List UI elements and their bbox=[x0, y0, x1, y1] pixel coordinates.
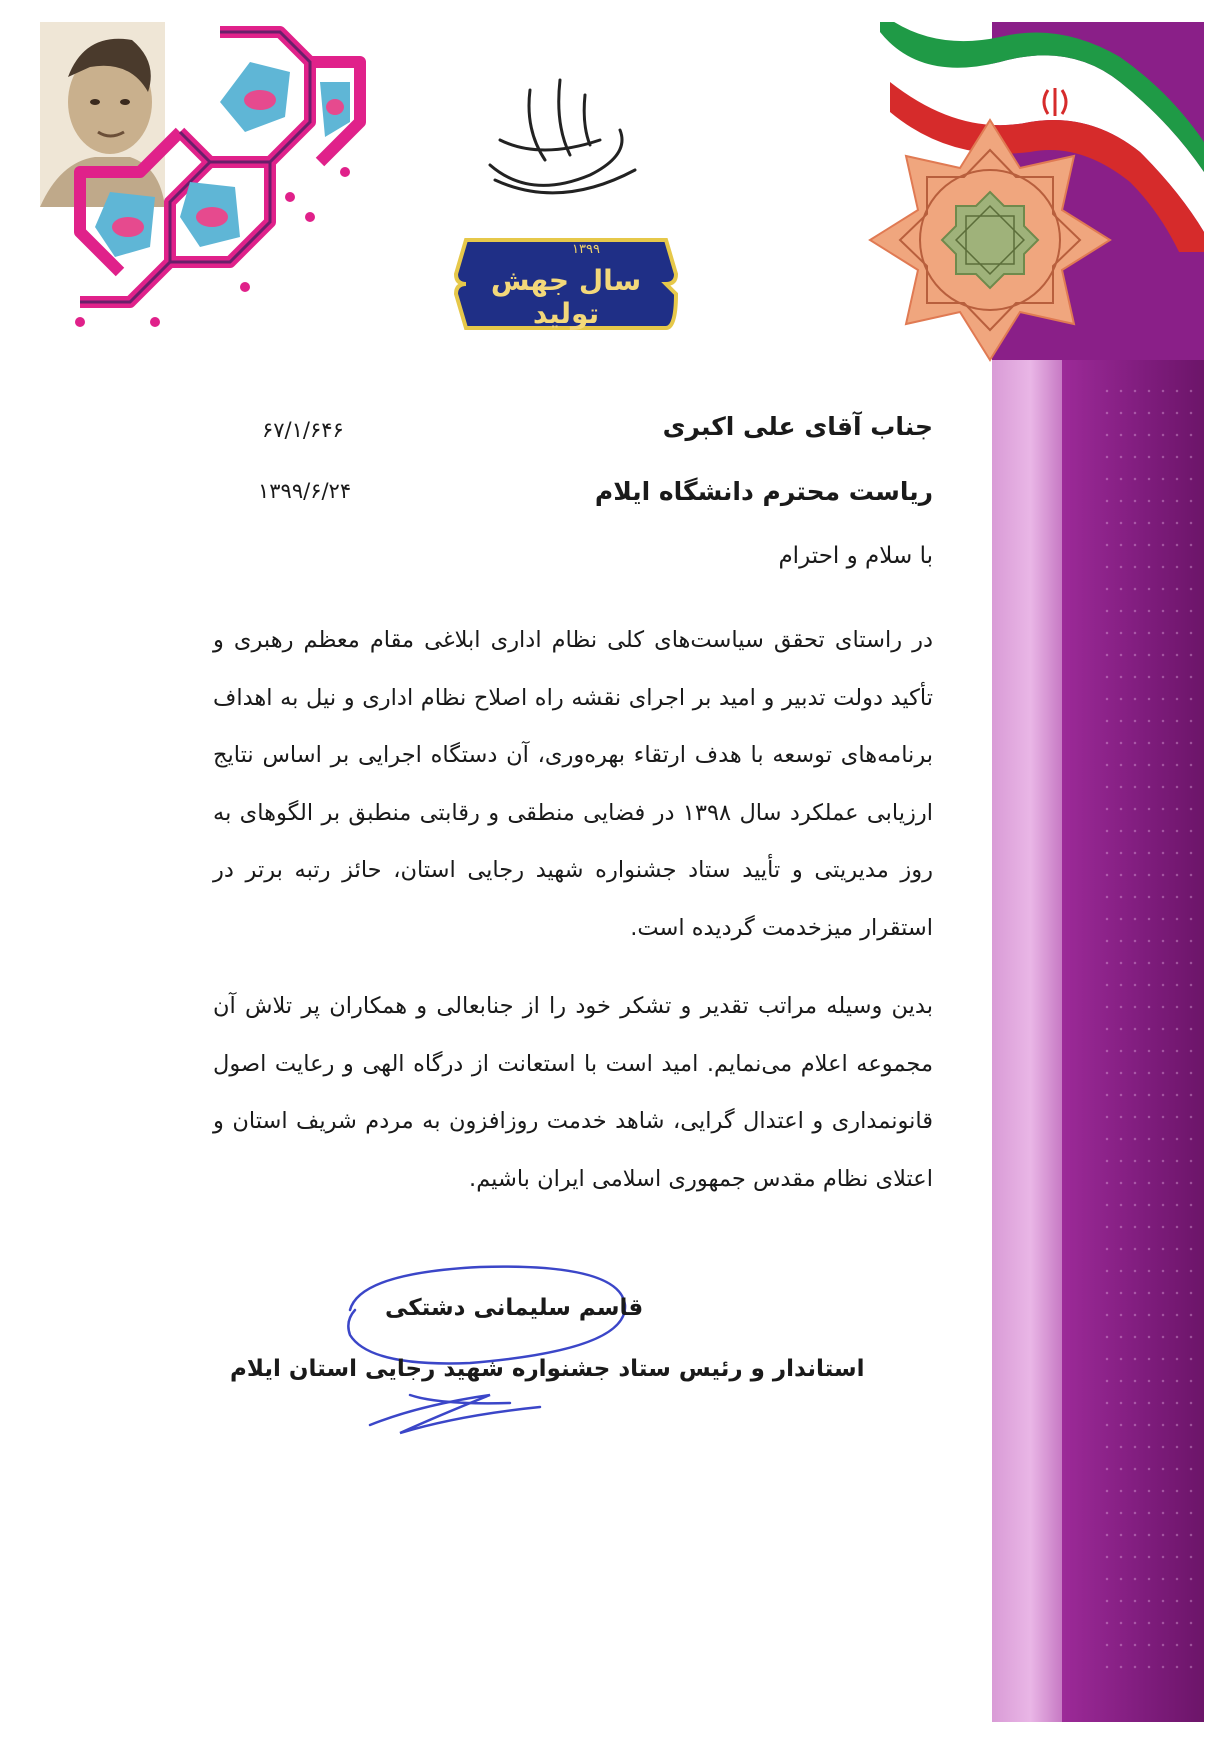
body-paragraph-1: در راستای تحقق سیاست‌های کلی نظام اداری ابلاغی مقام معظم رهبری و تأکید دولت تدبیر و امید بر اجرای نقشه راه اصلاح نظام اداری و نیل به اهداف برنامه‌های توسعه با هدف ارتقاء بهره‌وری، آن دستگاه اجرایی بر اساس نتایج ارزیابی عملکرد سال ۱۳۹۸ در فضایی منطقی و رقابتی منطبق بر الگوهای به روز مدیریتی و تأیید ستاد جشنواره شهید رجایی استان، حائز رتبه برتر در استقرار میزخدمت گردیده است. bbox=[213, 627, 933, 941]
slogan-year: ۱۳۹۹ bbox=[572, 242, 600, 257]
arabesque-ornament bbox=[60, 22, 370, 332]
letter-number: ۶۷/۱/۶۴۶ bbox=[262, 418, 344, 442]
signer-title: استاندار و رئیس ستاد جشنواره شهید رجایی استان ایلام bbox=[230, 1356, 865, 1382]
basmala-scroll-icon bbox=[470, 70, 650, 200]
signer-name: قاسم سلیمانی دشتکی bbox=[385, 1295, 644, 1321]
basmala-text bbox=[470, 70, 650, 84]
slogan-text: سال جهش تولید bbox=[490, 264, 642, 330]
decorative-band-texture bbox=[1100, 380, 1200, 1680]
recipient-title: ریاست محترم دانشگاه ایلام bbox=[594, 477, 933, 506]
letter-date: ۱۳۹۹/۶/۲۴ bbox=[258, 479, 352, 503]
flag-emblem-text bbox=[1040, 90, 1055, 101]
slogan-badge bbox=[452, 230, 680, 338]
signature-scribble bbox=[330, 1255, 650, 1445]
greeting: با سلام و احترام bbox=[778, 543, 933, 569]
basmala-calligraphy bbox=[470, 70, 650, 200]
body-paragraph-2: بدین وسیله مراتب تقدیر و تشکر خود را از جنابعالی و همکاران پر تلاش آن مجموعه اعلام می‌نمایم. امید است با استعانت از درگاه الهی و رعایت اصول قانونمداری و اعتدال گرایی، شاهد خدمت روزافزون به مردم شریف استان و اعتلای نظام مقدس جمهوری اسلامی ایران باشیم. bbox=[213, 993, 933, 1192]
decorative-band-light bbox=[992, 360, 1062, 1722]
rosette-ornament bbox=[860, 110, 1120, 370]
recipient-name: جناب آقای علی اکبری bbox=[662, 412, 933, 441]
